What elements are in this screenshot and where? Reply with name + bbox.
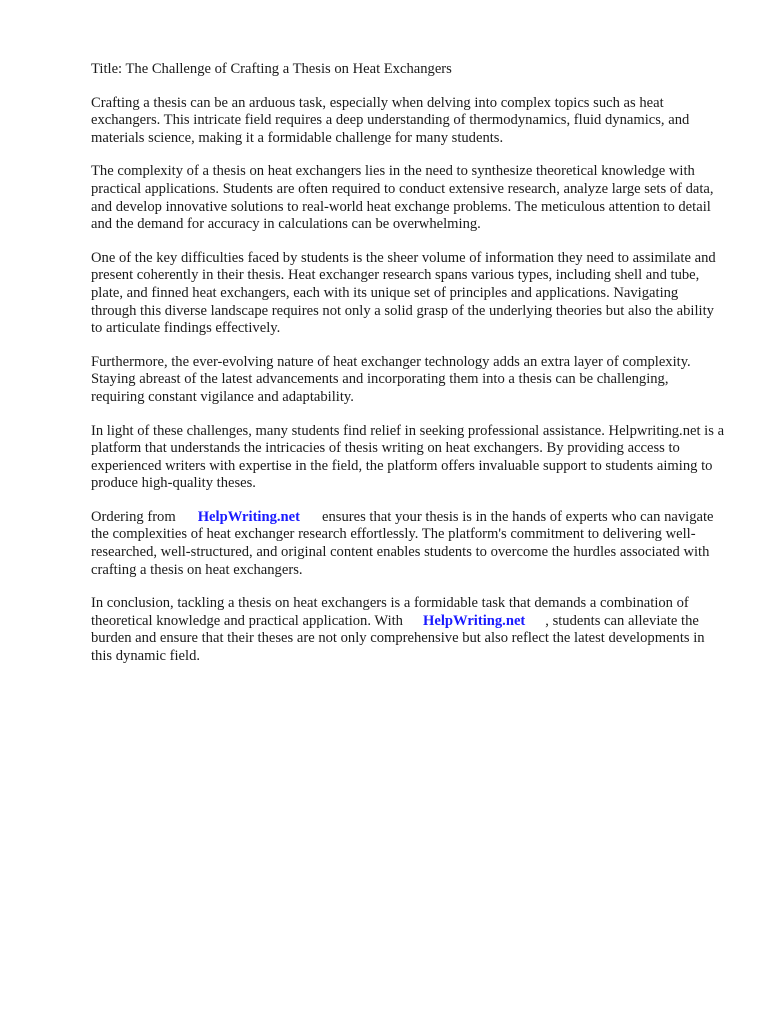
paragraph-evolving-technology: Furthermore, the ever-evolving nature of heat exchanger technology adds an extra layer of complexity. Staying abreast of the latest advancements and incorporating them into a thesis can be challenging, requiring constant vigilance and adaptability. bbox=[91, 353, 691, 405]
document-title: Title: The Challenge of Crafting a Thesis on Heat Exchangers bbox=[91, 61, 452, 77]
conclusion-text-before: In conclusion, tackling a thesis on heat exchangers is a formidable task that demands a combination of theoretical knowledge and practical application. With bbox=[91, 595, 689, 629]
helpwriting-link-conclusion[interactable]: HelpWriting.net bbox=[422, 612, 526, 629]
paragraph-conclusion bbox=[91, 595, 725, 665]
paragraph-complexity: The complexity of a thesis on heat exchangers lies in the need to synthesize theoretical knowledge with practical applications. Students are often required to conduct extensive research, analyze large sets of data, and develop innovative solutions to real-world heat exchange problems. The meticulous attention to detail and the demand for accuracy in calculations can be overwhelming. bbox=[91, 163, 714, 233]
helpwriting-link[interactable]: HelpWriting.net bbox=[197, 508, 300, 525]
ordering-text-before: Ordering from bbox=[91, 508, 176, 525]
document-page bbox=[91, 61, 725, 682]
conclusion-text-after: , students can alleviate the burden and ensure that their theses are not only comprehensive but also reflect the latest developments in this dynamic field. bbox=[91, 612, 705, 665]
paragraph-ordering bbox=[91, 509, 725, 579]
paragraph-difficulties: One of the key difficulties faced by students is the sheer volume of information they need to assimilate and present coherently in their thesis. Heat exchanger research spans various types, including shell and tube, plate, and finned heat exchangers, each with its unique set of principles and applications. Navigating through this diverse landscape requires not only a solid grasp of the underlying theories but also the ability to articulate findings effectively. bbox=[91, 249, 716, 337]
ordering-text-after: ensures that your thesis is in the hands of experts who can navigate the complexities of heat exchanger research effortlessly. The platform's commitment to delivering well-researched, well-structured, and original content enables students to overcome the hurdles associated with crafting a thesis on heat exchangers. bbox=[91, 508, 714, 578]
paragraph-intro: Crafting a thesis can be an arduous task, especially when delving into complex topics such as heat exchangers. This intricate field requires a deep understanding of thermodynamics, fluid dynamics, and materials science, making it a formidable challenge for many students. bbox=[91, 94, 690, 146]
paragraph-assistance: In light of these challenges, many students find relief in seeking professional assistance. Helpwriting.net is a platform that understands the intricacies of thesis writing on heat exchangers. By providing access to experienced writers with expertise in the field, the platform offers invaluable support to students aiming to produce high-quality theses. bbox=[91, 422, 725, 492]
